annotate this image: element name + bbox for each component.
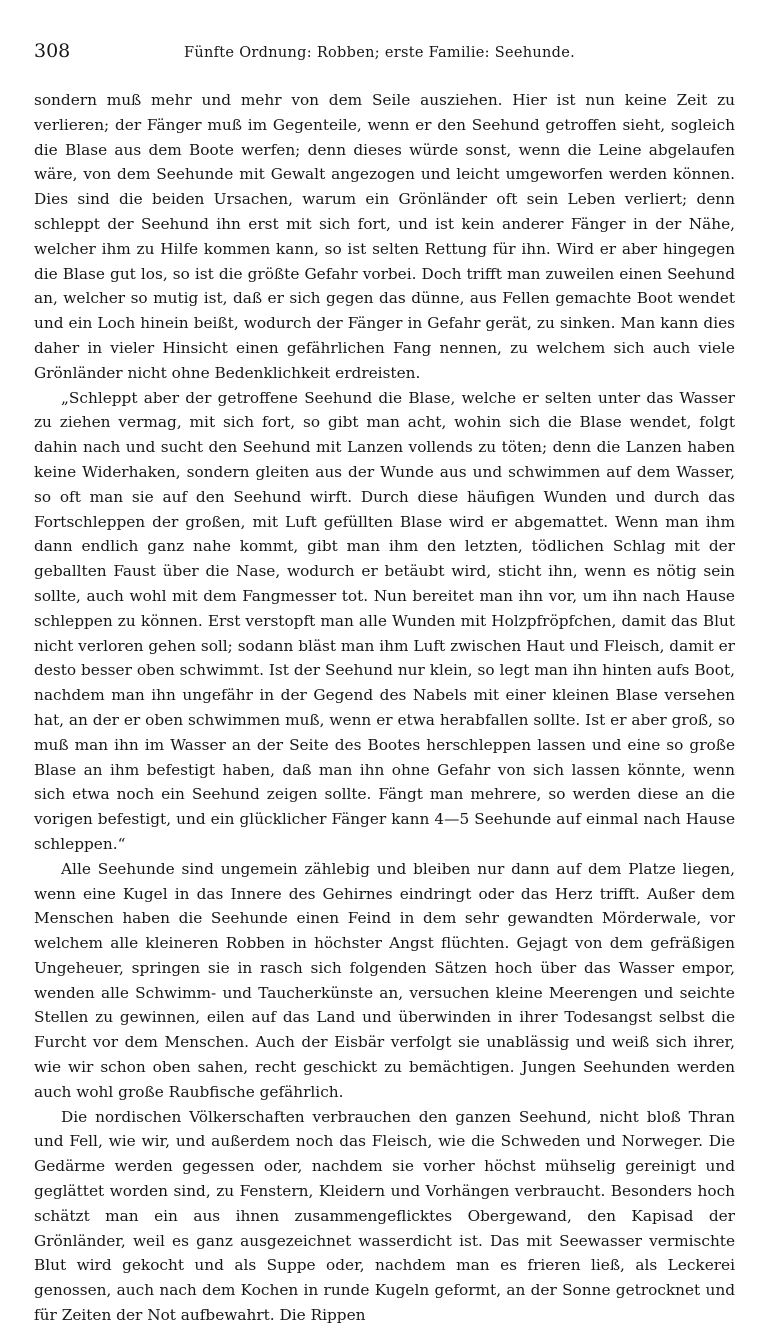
- paragraph-uses: Die nordischen Völkerschaften verbrauchen den ganzen Seehund, nicht bloß Thran und Fell, wie wir, und außerdem noch das Fleisch, wie die Schweden und Norweger. Die Gedärme werden gegessen oder, nachdem sie vorher höchst mühselig gereinigt und geglättet worden sind, zu Fenstern, Kleidern und Vorhängen verbraucht. Besonders hoch schätzt man ein aus ihnen zusammengeflicktes Obergewand, den Kapisad der Grönländer, weil es ganz ausgezeichnet wasserdicht ist. Das mit Seewasser vermischte Blut wird gekocht und als Suppe oder, nachdem man es frieren ließ, als Leckerei genossen, auch nach dem Kochen in runde Kugeln geformt, an der Sonne getrocknet und für Zeiten der Not aufbewahrt. Die Rippen: [34, 1107, 735, 1325]
- paragraph-tenacity: Alle Seehunde sind ungemein zählebig und bleiben nur dann auf dem Platze liegen, wenn eine Kugel in das Innere des Gehirnes eindringt oder das Herz trifft. Außer dem Menschen haben die Seehunde einen Feind in dem sehr gewandten Mörderwale, vor welchem alle kleineren Robben in höchster Angst flüchten. Gejagt von dem gefräßigen Ungeheuer, springen sie in rasch sich folgenden Sätzen hoch über das Wasser empor, wenden alle Schwimm- und Taucherkünste an, versuchen kleine Meerengen und seichte Stellen zu gewinnen, eilen auf das Land und überwinden in ihrer Todesangst selbst die Furcht vor dem Menschen. Auch der Eisbär verfolgt sie unablässig und weiß sich ihrer, wie wir schon oben sahen, recht geschickt zu bemächtigen. Jungen Seehunden werden auch wohl große Raubfische gefährlich.: [34, 859, 735, 1101]
- paragraph-continuation: sondern muß mehr und mehr von dem Seile ausziehen. Hier ist nun keine Zeit zu verlieren; der Fänger muß im Gegenteile, wenn er den Seehund getroffen sieht, sogleich die Blase aus dem Boote werfen; denn dieses würde sonst, wenn die Leine abgelaufen wäre, von dem Seehunde mit Gewalt angezogen und leicht umgeworfen werden können. Dies sind die beiden Ursachen, warum ein Grönländer oft sein Leben verliert; denn schleppt der Seehund ihn erst mit sich fort, und ist kein anderer Fänger in der Nähe, welcher ihm zu Hilfe kommen kann, so ist selten Rettung für ihn. Wird er aber hingegen die Blase gut los, so ist die größte Gefahr vorbei. Doch trifft man zuweilen einen Seehund an, welcher so mutig ist, daß er sich gegen das dünne, aus Fellen gemachte Boot wendet und ein Loch hinein beißt, wodurch der Fänger in Gefahr gerät, zu sinken. Man kann dies daher in vieler Hinsicht einen gefährlichen Fang nennen, zu welchem sich auch viele Grönländer nicht ohne Bedenklichkeit erdreisten.: [34, 91, 735, 382]
- page-header: [34, 40, 735, 74]
- running-head: Fünfte Ordnung: Robben; erste Familie: Seehunde.: [184, 45, 576, 61]
- page-number: 308: [34, 40, 71, 62]
- paragraph-quotation: „Schleppt aber der getroffene Seehund die Blase, welche er selten unter das Wasser zu ziehen vermag, mit sich fort, so gibt man acht, wohin sich die Blase wendet, folgt dahin nach und sucht den Seehund mit Lanzen vollends zu töten; denn die Lanzen haben keine Widerhaken, sondern gleiten aus der Wunde aus und schwimmen auf dem Wasser, so oft man sie auf den Seehund wirft. Durch diese häufigen Wunden und durch das Fortschleppen der großen, mit Luft gefüllten Blase wird er abgemattet. Wenn man ihm dann endlich ganz nahe kommt, gibt man ihm den letzten, tödlichen Schlag mit der geballten Faust über die Nase, wodurch er betäubt wird, sticht ihn, wenn es nötig sein sollte, auch wohl mit dem Fangmesser tot. Nun bereitet man ihn vor, um ihn nach Hause schleppen zu können. Erst verstopft man alle Wunden mit Holzpfröpfchen, damit das Blut nicht verloren gehen soll; sodann bläst man ihm Luft zwischen Haut und Fleisch, damit er desto besser oben schwimmt. Ist der Seehund nur klein, so legt man ihn hinten aufs Boot, nachdem man ihn ungefähr in der Gegend des Nabels mit einer kleinen Blase versehen hat, an der er oben schwimmen muß, wenn er etwa herabfallen sollte. Ist er aber groß, so muß man ihn im Wasser an der Seite des Bootes herschleppen lassen und eine so große Blase an ihm befestigt haben, daß man ihn ohne Gefahr von sich lassen könnte, wenn sich etwa noch ein Seehund zeigen sollte. Fängt man mehrere, so werden diese an die vorigen befestigt, und ein glücklicher Fänger kann 4—5 Seehunde auf einmal nach Hause schleppen.“: [34, 388, 735, 853]
- body-text: [34, 88, 735, 1328]
